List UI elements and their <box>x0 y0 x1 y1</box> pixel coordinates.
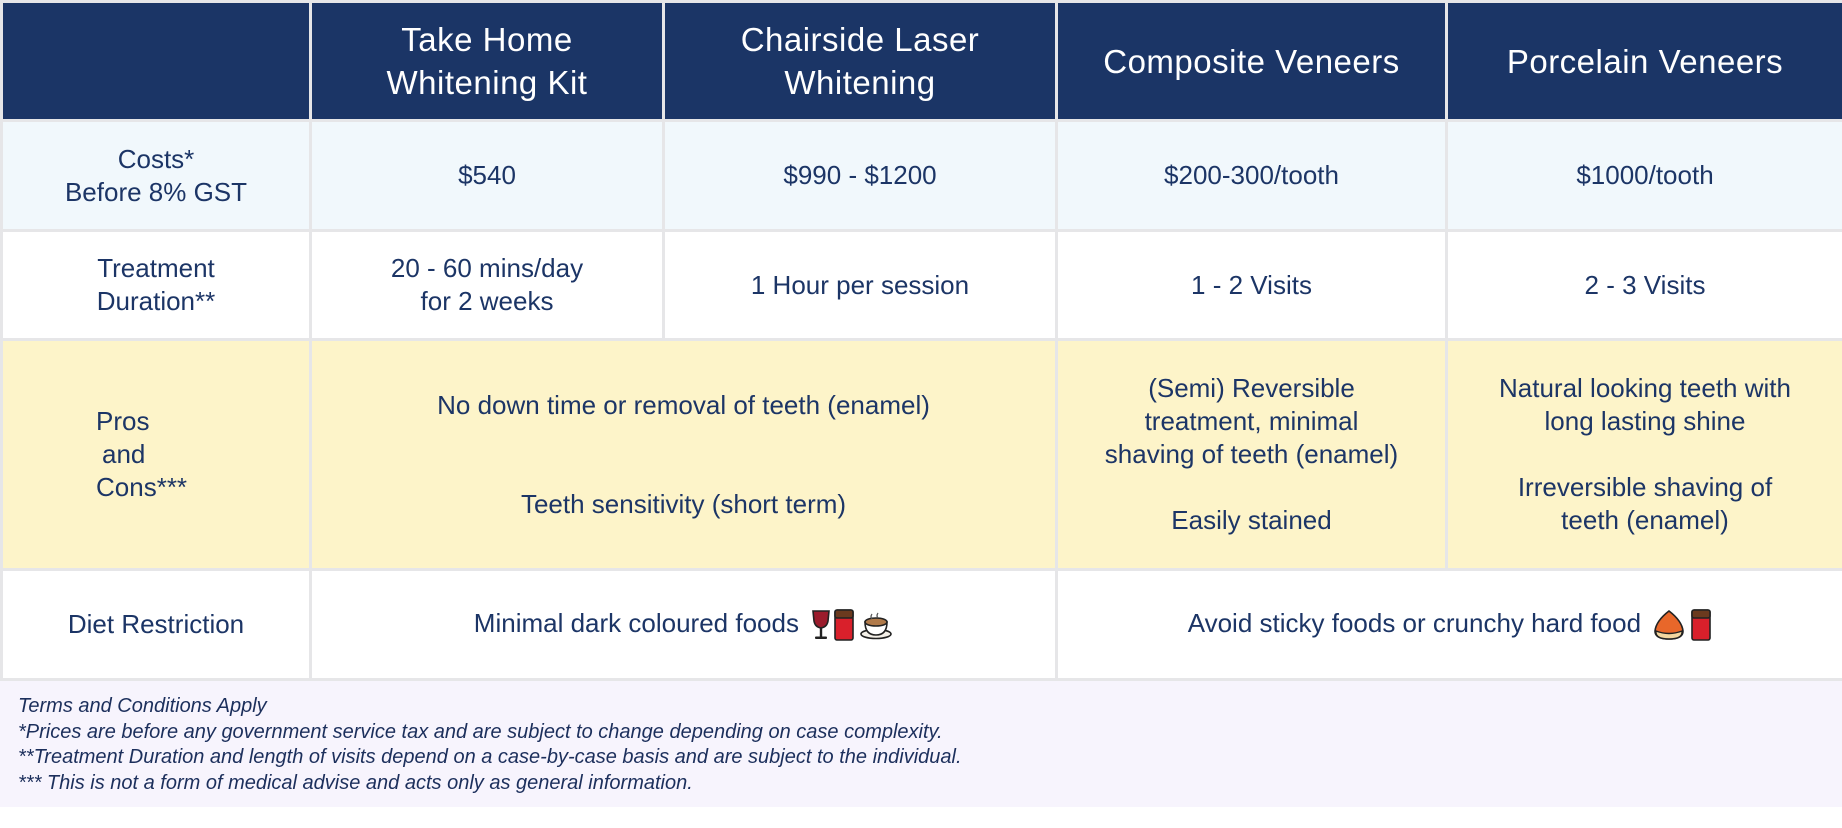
header-composite-veneers: Composite Veneers <box>1057 2 1447 121</box>
header-laser-line1: Chairside Laser <box>740 21 980 58</box>
costs-label-line2: Before 8% GST <box>64 176 248 207</box>
spacer <box>320 422 1047 488</box>
pros-cons-composite <box>1057 340 1447 570</box>
spacer <box>1066 471 1437 504</box>
pros-cons-whitening <box>311 340 1057 570</box>
header-empty-cell <box>2 2 311 121</box>
header-chairside-laser <box>664 2 1057 121</box>
whitening-con: Teeth sensitivity (short term) <box>520 488 847 519</box>
duration-label-line2: Duration** <box>96 286 216 316</box>
costs-label <box>2 121 311 231</box>
header-laser-line2: Whitening <box>784 64 936 101</box>
cost-take-home: $540 <box>311 121 664 231</box>
chestnut-icon <box>1652 609 1686 641</box>
duration-composite: 1 - 2 Visits <box>1057 231 1447 340</box>
header-porcelain-veneers: Porcelain Veneers <box>1447 2 1842 121</box>
pros-cons-porcelain <box>1447 340 1842 570</box>
footer-notes <box>0 681 1842 807</box>
whitening-pro: No down time or removal of teeth (enamel) <box>437 389 930 420</box>
pros-cons-label <box>2 340 311 570</box>
cost-composite: $200-300/tooth <box>1057 121 1447 231</box>
duration-laser: 1 Hour per session <box>664 231 1057 340</box>
chocolate-bar-icon <box>1690 608 1712 642</box>
terms-note: Terms and Conditions Apply <box>18 695 267 717</box>
pros-label-line1: Pros <box>96 406 150 436</box>
duration-take-home <box>311 231 664 340</box>
diet-veneers-text: Avoid sticky foods or crunchy hard food <box>1187 607 1642 638</box>
duration-take-home-line1: 20 - 60 mins/day <box>390 253 584 283</box>
duration-take-home-line2: for 2 weeks <box>420 286 554 316</box>
spacer <box>1456 438 1834 471</box>
costs-label-line1: Costs* <box>117 143 195 174</box>
composite-pro-line1: (Semi) Reversible <box>1148 373 1355 403</box>
chocolate-bar-icon <box>833 608 855 642</box>
porcelain-pro-line1: Natural looking teeth with <box>1499 373 1791 403</box>
diet-whitening <box>311 570 1057 680</box>
pros-cons-row <box>2 340 1842 570</box>
duration-row <box>2 231 1842 340</box>
coffee-cup-icon <box>859 610 893 640</box>
header-take-home-kit <box>311 2 664 121</box>
diet-label: Diet Restriction <box>2 570 311 680</box>
composite-pro-line2: treatment, minimal <box>1144 406 1359 436</box>
wine-glass-icon <box>810 609 832 641</box>
header-take-home-line1: Take Home <box>401 21 573 58</box>
costs-row <box>2 121 1842 231</box>
duration-footnote: **Treatment Duration and length of visits depend on a case-by-case basis and are subject to the individual. <box>18 746 962 768</box>
medical-disclaimer: *** This is not a form of medical advise and acts only as general information. <box>18 771 693 794</box>
duration-porcelain: 2 - 3 Visits <box>1447 231 1842 340</box>
diet-whitening-text: Minimal dark coloured foods <box>473 607 799 638</box>
porcelain-con-line1: Irreversible shaving of <box>1517 472 1773 502</box>
header-row <box>2 2 1842 121</box>
cost-porcelain: $1000/tooth <box>1447 121 1842 231</box>
header-take-home-line2: Whitening Kit <box>386 64 588 101</box>
composite-con: Easily stained <box>1171 505 1332 535</box>
porcelain-pro-line2: long lasting shine <box>1544 406 1746 436</box>
duration-label-line1: Treatment <box>97 253 215 283</box>
cost-laser: $990 - $1200 <box>664 121 1057 231</box>
pros-label-line3: Cons*** <box>96 472 188 502</box>
porcelain-con-line2: teeth (enamel) <box>1561 505 1729 535</box>
prices-footnote: *Prices are before any government service tax and are subject to change depending on case complexity. <box>18 720 943 743</box>
diet-veneers <box>1057 570 1842 680</box>
duration-label <box>2 231 311 340</box>
composite-pro-line3: shaving of teeth (enamel) <box>1104 439 1399 469</box>
diet-row <box>2 570 1842 680</box>
pros-label-line2: and <box>102 439 146 469</box>
